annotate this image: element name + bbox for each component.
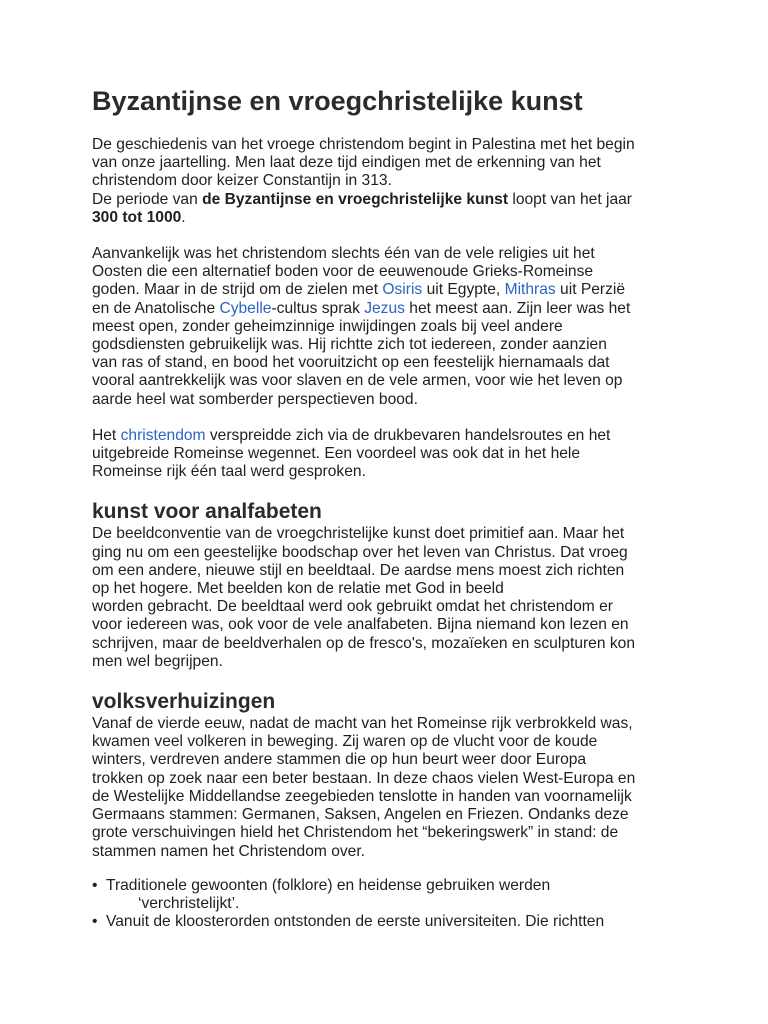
- religion-paragraph: [92, 245, 692, 409]
- text-line: Oosten die een alternatief boden voor de eeuwenoude Grieks-Romeinse: [92, 263, 594, 281]
- text-line: winters, verdreven andere stammen die op hun beurt weer door Europa: [92, 751, 587, 769]
- text-line: vooral aantrekkelijk was voor slaven en de vele armen, voor wie het leven op: [92, 372, 623, 390]
- bullet-list: [92, 877, 692, 932]
- text-line: De geschiedenis van het vroege christendom begint in Palestina met het begin: [92, 136, 635, 153]
- volksverhuizingen-paragraph: [92, 715, 692, 861]
- text-line: Aanvankelijk was het christendom slechts één van de vele religies uit het: [92, 245, 595, 263]
- text-line: Romeinse rijk één taal werd gesproken.: [92, 463, 366, 481]
- text-line: kwamen veel volkeren in beweging. Zij waren op de vlucht voor de koude: [92, 733, 598, 751]
- text-line: de Westelijke Middellandse zeegebieden tenslotte in handen van voornamelijk: [92, 787, 632, 805]
- text-line: godsdiensten gebruikelijk was. Hij richtte zich tot iedereen, zonder aanzien: [92, 336, 607, 354]
- text-line: aarde heel wat somberder perspectieven bood.: [92, 390, 418, 408]
- text-segment: loopt van het jaar: [508, 190, 632, 208]
- text-line: men wel begrijpen.: [92, 652, 223, 670]
- text-line: Germaans stammen: Germanen, Saksen, Angelen en Friezen. Ondanks deze: [92, 806, 629, 824]
- text-segment: De periode van: [92, 190, 203, 208]
- text-segment: en de Anatolische: [92, 299, 220, 317]
- bold-years: 300 tot 1000: [92, 208, 182, 226]
- section-heading-kunst: kunst voor analfabeten: [92, 500, 322, 524]
- text-line: van ras of stand, en bood het vooruitzicht op een feestelijk hiernamaals dat: [92, 354, 610, 372]
- text-line: worden gebracht. De beeldtaal werd ook gebruikt omdat het christendom er: [92, 598, 613, 616]
- text-segment: uit Perzië: [555, 281, 626, 299]
- text-segment: Het: [92, 426, 121, 444]
- link-osiris[interactable]: Osiris: [382, 281, 423, 299]
- text-segment: uit Egypte,: [422, 281, 505, 299]
- page-title: Byzantijnse en vroegchristelijke kunst: [92, 86, 583, 116]
- text-line: op het hogere. Met beelden kon de relatie met God in beeld: [92, 580, 504, 598]
- bullet-icon: •: [92, 876, 98, 894]
- text-line: schrijven, maar de beeldverhalen op de fresco's, mozaïeken en sculpturen kon: [92, 634, 636, 652]
- spread-paragraph: [92, 427, 692, 482]
- bullet-icon: •: [92, 913, 98, 931]
- text-segment: goden. Maar in de strijd om de zielen met: [92, 281, 383, 299]
- text-line: uitgebreide Romeinse wegennet. Een voordeel was ook dat in het hele: [92, 445, 581, 463]
- list-item: [92, 877, 692, 913]
- text-segment: verspreidde zich via de drukbevaren handelsroutes en het: [205, 426, 611, 444]
- text-segment: .: [181, 208, 186, 226]
- text-line: trokken op zoek naar een beter bestaan. In deze chaos vielen West-Europa en: [92, 769, 636, 787]
- text-line: ging nu om een geestelijke boodschap over het leven van Christus. Dat vroeg: [92, 543, 628, 561]
- section-heading-volksverhuizingen: volksverhuizingen: [92, 690, 276, 714]
- link-christendom[interactable]: christendom: [120, 426, 206, 444]
- text-line: De beeldconventie van de vroegchristelijke kunst doet primitief aan. Maar het: [92, 525, 625, 543]
- text-line: meest open, zonder geheimzinnige inwijdingen zoals bij veel andere: [92, 317, 563, 335]
- text-line: Vanaf de vierde eeuw, nadat de macht van het Romeinse rijk verbrokkeld was,: [92, 715, 633, 733]
- text-line: Traditionele gewoonten (folklore) en heidense gebruiken werden: [106, 876, 551, 894]
- text-line: ‘verchristelijkt’.: [138, 894, 240, 912]
- kunst-paragraph: [92, 525, 692, 671]
- link-mithras[interactable]: Mithras: [504, 281, 556, 299]
- text-line: voor iedereen was, ook voor de vele analfabeten. Bijna niemand kon lezen en: [92, 616, 629, 634]
- text-line: om een andere, nieuwe stijl en beeldtaal. De aardse mens moest zich richten: [92, 561, 625, 579]
- text-line: christendom door keizer Constantijn in 313.: [92, 172, 392, 190]
- list-item: [92, 913, 692, 931]
- text-line: stammen namen het Christendom over.: [92, 842, 366, 860]
- text-line: van onze jaartelling. Men laat deze tijd eindigen met de erkenning van het: [92, 154, 601, 172]
- text-line: Vanuit de kloosterorden ontstonden de eerste universiteiten. Die richtten: [106, 913, 605, 931]
- text-line: grote verschuivingen hield het Christendom het “bekeringswerk” in stand: de: [92, 824, 619, 842]
- bold-period-name: de Byzantijnse en vroegchristelijke kunst: [202, 190, 509, 208]
- link-cybelle[interactable]: Cybelle: [219, 299, 272, 317]
- text-segment: -cultus sprak: [271, 299, 365, 317]
- intro-paragraph: [92, 136, 692, 227]
- text-segment: het meest aan. Zijn leer was het: [404, 299, 631, 317]
- document-content: [92, 84, 692, 931]
- link-jezus[interactable]: Jezus: [364, 299, 405, 317]
